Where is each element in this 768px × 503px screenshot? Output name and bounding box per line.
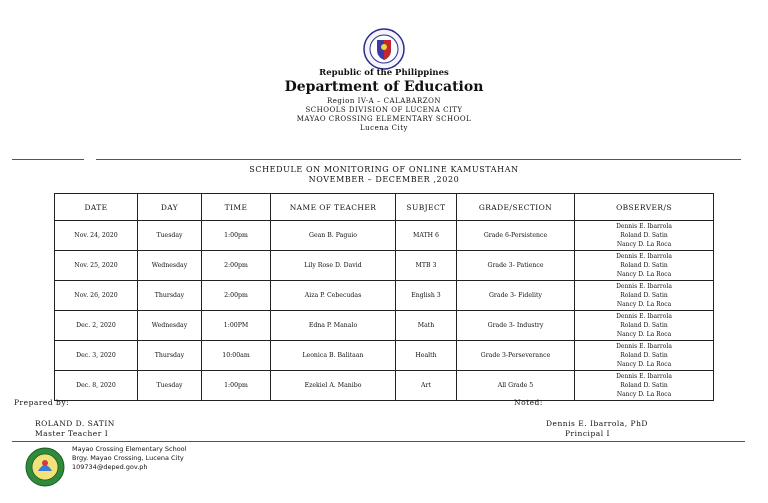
table-header-row xyxy=(55,194,714,221)
cell-day: Thursday xyxy=(138,281,202,311)
noted-label: Noted: xyxy=(514,398,543,407)
column-header-time: TIME xyxy=(202,194,271,221)
cell-observers xyxy=(575,281,714,311)
observer-name: Dennis E. Ibarrola xyxy=(616,343,672,350)
cell-teacher: Leonica B. Balitaan xyxy=(271,341,396,371)
cell-time: 1:00pm xyxy=(202,221,271,251)
cell-grade-section: Grade 3-Perseverance xyxy=(457,341,575,371)
cell-day: Tuesday xyxy=(138,221,202,251)
observer-name: Nancy D. La Roca xyxy=(616,391,672,398)
cell-grade-section: All Grade 5 xyxy=(457,371,575,401)
document-title: SCHEDULE ON MONITORING OF ONLINE KAMUSTAHAN xyxy=(249,165,519,174)
cell-date: Dec. 3, 2020 xyxy=(55,341,138,371)
cell-subject: English 3 xyxy=(396,281,457,311)
cell-day: Wednesday xyxy=(138,311,202,341)
cell-day: Wednesday xyxy=(138,251,202,281)
prepared-by-label: Prepared by: xyxy=(14,398,70,407)
header-republic: Republic of the Philippines xyxy=(319,68,449,78)
document-subtitle: NOVEMBER – DECEMBER ,2020 xyxy=(308,175,460,184)
table-row xyxy=(55,281,714,311)
cell-grade-section: Grade 6-Persistence xyxy=(457,221,575,251)
cell-teacher: Lily Rose D. David xyxy=(271,251,396,281)
table-row xyxy=(55,221,714,251)
cell-date: Nov. 26, 2020 xyxy=(55,281,138,311)
cell-grade-section: Grade 3- Patience xyxy=(457,251,575,281)
observer-name: Dennis E. Ibarrola xyxy=(616,373,672,380)
observer-name: Nancy D. La Roca xyxy=(616,241,672,248)
deped-seal-logo xyxy=(363,28,405,70)
cell-time: 10:00am xyxy=(202,341,271,371)
header-city: Lucena City xyxy=(360,124,408,132)
school-logo xyxy=(25,447,65,487)
cell-time: 1:00pm xyxy=(202,371,271,401)
observer-name: Nancy D. La Roca xyxy=(616,361,672,368)
cell-time: 2:00pm xyxy=(202,251,271,281)
table-row xyxy=(55,371,714,401)
cell-date: Dec. 8, 2020 xyxy=(55,371,138,401)
cell-observers xyxy=(575,311,714,341)
cell-date: Nov. 24, 2020 xyxy=(55,221,138,251)
column-header-observers: OBSERVER/S xyxy=(575,194,714,221)
table-row xyxy=(55,251,714,281)
cell-subject: MTB 3 xyxy=(396,251,457,281)
cell-teacher: Ezekiel A. Manibo xyxy=(271,371,396,401)
observer-name: Roland D. Satin xyxy=(620,292,668,299)
footer-school-name: Mayao Crossing Elementary School xyxy=(72,445,187,453)
observer-name: Nancy D. La Roca xyxy=(616,301,672,308)
cell-subject: MATH 6 xyxy=(396,221,457,251)
schedule-table xyxy=(54,193,714,401)
observer-name: Nancy D. La Roca xyxy=(616,271,672,278)
cell-subject: Math xyxy=(396,311,457,341)
observer-name: Roland D. Satin xyxy=(620,352,668,359)
column-header-grade-section: GRADE/SECTION xyxy=(457,194,575,221)
observer-name: Dennis E. Ibarrola xyxy=(616,253,672,260)
column-header-teacher: NAME OF TEACHER xyxy=(271,194,396,221)
cell-teacher: Edna P. Manalo xyxy=(271,311,396,341)
header-region: Region IV-A – CALABARZON xyxy=(327,97,441,105)
cell-observers xyxy=(575,371,714,401)
observer-name: Roland D. Satin xyxy=(620,232,668,239)
cell-subject: Health xyxy=(396,341,457,371)
cell-grade-section: Grade 3- Industry xyxy=(457,311,575,341)
header-school: MAYAO CROSSING ELEMENTARY SCHOOL xyxy=(296,115,472,123)
footer-email: 109734@deped.gov.ph xyxy=(72,463,148,471)
header-divider-left xyxy=(12,159,84,160)
footer-address: Brgy. Mayao Crossing, Lucena City xyxy=(72,454,184,462)
observer-name: Nancy D. La Roca xyxy=(616,331,672,338)
preparer-name: ROLAND D. SATIN xyxy=(35,419,115,428)
header-divider xyxy=(96,159,741,160)
cell-teacher: Gean B. Paguio xyxy=(271,221,396,251)
observer-name: Roland D. Satin xyxy=(620,262,668,269)
cell-observers xyxy=(575,251,714,281)
footer-divider xyxy=(12,441,745,442)
cell-day: Thursday xyxy=(138,341,202,371)
cell-observers xyxy=(575,341,714,371)
observer-name: Dennis E. Ibarrola xyxy=(616,283,672,290)
header-division: SCHOOLS DIVISION OF LUCENA CITY xyxy=(305,106,463,114)
observer-name: Dennis E. Ibarrola xyxy=(616,223,672,230)
noter-name: Dennis E. Ibarrola, PhD xyxy=(546,419,648,428)
column-header-subject: SUBJECT xyxy=(396,194,457,221)
cell-grade-section: Grade 3- Fidelity xyxy=(457,281,575,311)
cell-observers xyxy=(575,221,714,251)
table-row xyxy=(55,311,714,341)
observer-name: Roland D. Satin xyxy=(620,382,668,389)
cell-teacher: Aiza P. Cebecudas xyxy=(271,281,396,311)
cell-time: 1:00PM xyxy=(202,311,271,341)
observer-name: Dennis E. Ibarrola xyxy=(616,313,672,320)
cell-date: Dec. 2, 2020 xyxy=(55,311,138,341)
noter-title: Principal I xyxy=(565,429,610,438)
header-department: Department of Education xyxy=(284,79,484,95)
cell-time: 2:00pm xyxy=(202,281,271,311)
cell-date: Nov. 25, 2020 xyxy=(55,251,138,281)
column-header-date: DATE xyxy=(55,194,138,221)
table-row xyxy=(55,341,714,371)
observer-name: Roland D. Satin xyxy=(620,322,668,329)
column-header-day: DAY xyxy=(138,194,202,221)
preparer-title: Master Teacher I xyxy=(35,429,109,438)
cell-day: Tuesday xyxy=(138,371,202,401)
cell-subject: Art xyxy=(396,371,457,401)
